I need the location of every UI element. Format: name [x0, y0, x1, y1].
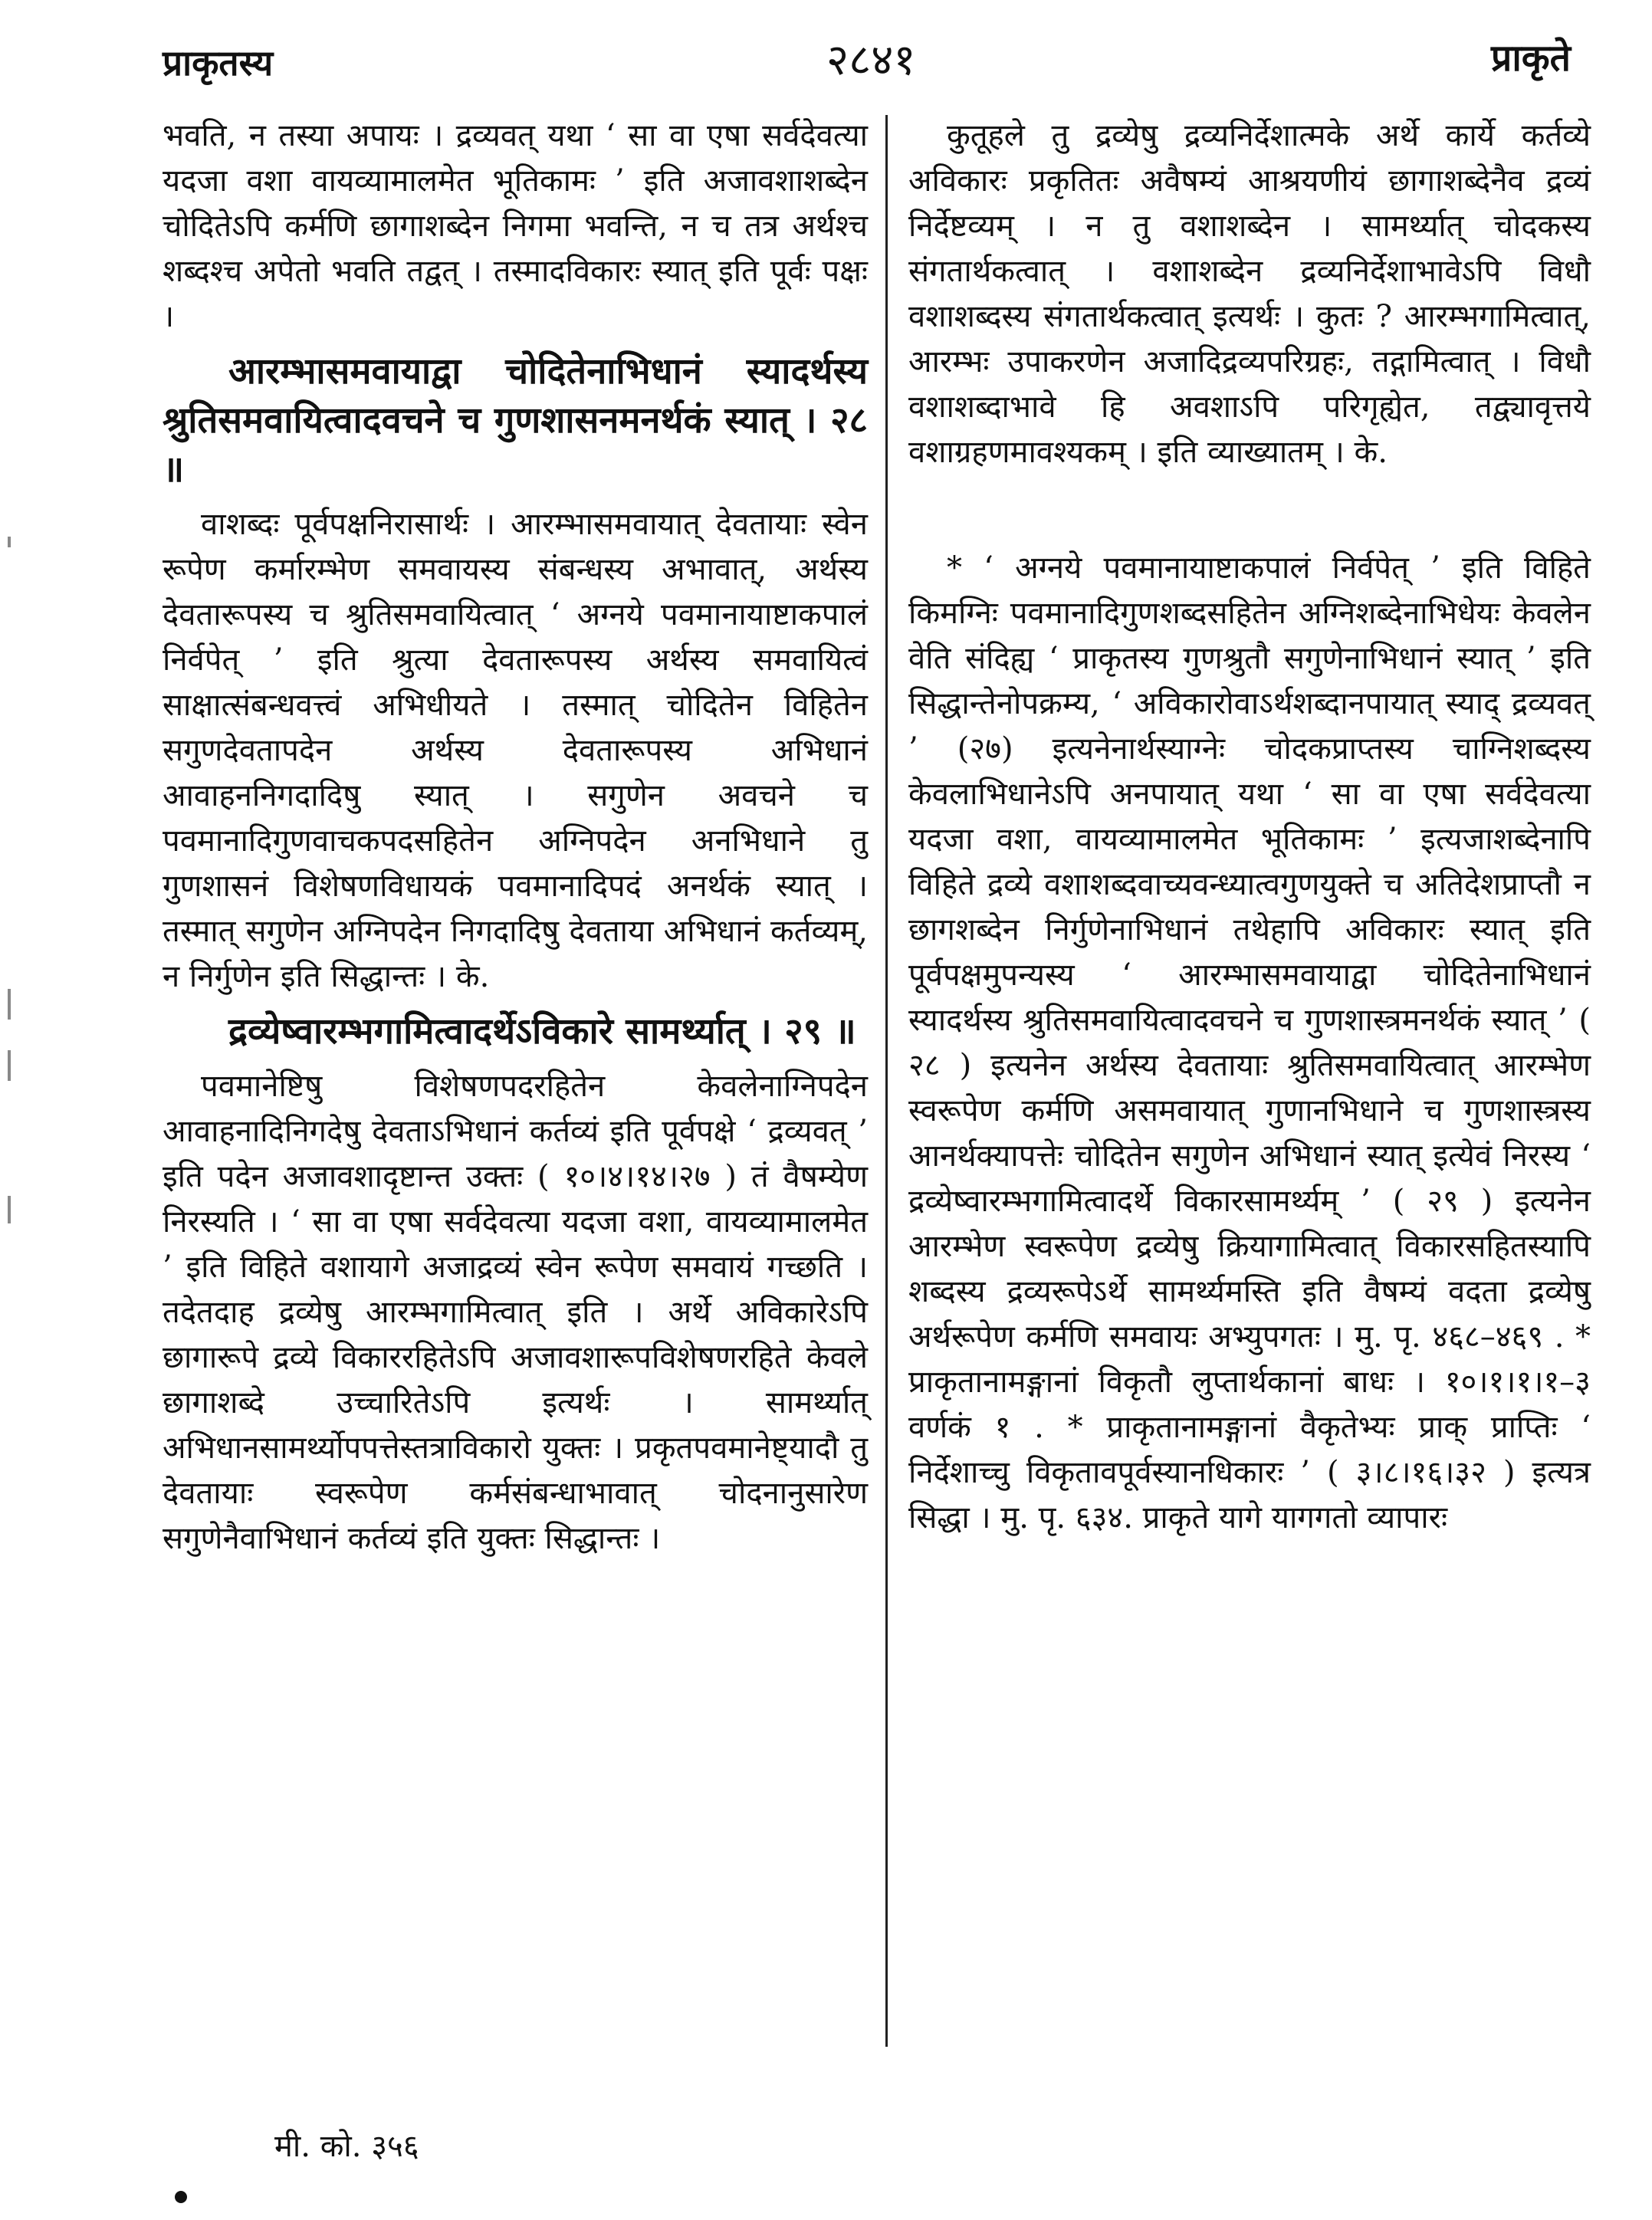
- bullet-mark: [175, 2191, 187, 2203]
- page-number: २८४१: [826, 35, 916, 85]
- running-head-right: प्राकृते: [1491, 37, 1571, 80]
- margin-mark: [8, 537, 11, 547]
- right-paragraph-2: * ‘ अग्नये पवमानायाष्टाकपालं निर्वपेत् ’ इति विहिते किमग्निः पवमानादिगुणशब्दसहितेन अग्निशब्देनाभिधेयः केवलेन वेति संदिह्य ‘ प्राकृतस्य गुणश्रुतौ सगुणेनाभिधानं स्यात् ’ इति सिद्धान्तेनोपक्रम्य, ‘ अविकारोवाऽर्थशब्दानपायात् स्याद् द्रव्यवत् ’ (२७) इत्यनेनार्थस्याग्नेः चोदकप्राप्तस्य चाग्निशब्दस्य केवलाभिधानेऽपि अनपायात् यथा ‘ सा वा एषा सर्वदेवत्या यदजा वशा, वायव्यामालमेत भूतिकामः ’ इत्यजाशब्देनापि विहिते द्रव्ये वशाशब्दवाच्यवन्ध्यात्वगुणयुक्ते च अतिदेशप्राप्तौ न छागशब्देन निर्गुणेनाभिधानं तथेहापि अविकारः स्यात् इति पूर्वपक्षमुपन्यस्य ‘ आरम्भासमवायाद्वा चोदितेनाभिधानं स्यादर्थस्य श्रुतिसमवायित्वादवचने च गुणशास्त्रमनर्थकं स्यात् ’ ( २८ ) इत्यनेन अर्थस्य देवतायाः श्रुतिसमवायित्वात् आरम्भेण स्वरूपेण कर्मणि असमवायात् गुणानभिधाने च गुणशास्त्रस्य आनर्थक्यापत्तेः चोदितेन सगुणेन अभिधानं स्यात् इत्येवं निरस्य ‘ द्रव्येष्वारम्भगामित्वादर्थे विकारसामर्थ्यम् ’ ( २९ ) इत्यनेन आरम्भेण स्वरूपेण द्रव्येषु क्रियागामित्वात् विकारसहितस्यापि शब्दस्य द्रव्यरूपेऽर्थे सामर्थ्यमस्ति इति वैषम्यं वदता द्रव्येषु अर्थरूपेण कर्मणि समवायः अभ्युपगतः । मु. पृ. ४६८–४६९ . * प्राकृतानामङ्गानां विकृतौ लुप्तार्थकानां बाधः । १०।१।१।१–३ वर्णकं १ . * प्राकृतानामङ्गानां वैकृतेभ्यः प्राक् प्राप्तिः ‘ निर्देशाच्चु विकृतावपूर्वस्यानधिकारः ’ ( ३।८।१६।३२ ) इत्यत्र सिद्धा । मु. पृ. ६३४. प्राकृते यागे यागगतो व्यापारः: [908, 550, 1591, 1535]
- footer-reference: मी. को. ३५६: [274, 2129, 419, 2164]
- margin-mark: [8, 1050, 11, 1081]
- margin-mark: [8, 989, 11, 1020]
- left-paragraph-3: पवमानेष्टिषु विशेषणपदरहितेन केवलेनाग्निपदेन आवाहनादिनिगदेषु देवताऽभिधानं कर्तव्यं इति पूर्वपक्षे ‘ द्रव्यवत् ’ इति पदेन अजावशादृष्टान्त उक्तः ( १०।४।१४।२७ ) तं वैषम्येण निरस्यति । ‘ सा वा एषा सर्वदेवत्या यदजा वशा, वायव्यामालमेत ’ इति विहिते वशायागे अजाद्रव्यं स्वेन रूपेण समवायं गच्छति । तदेतदाह द्रव्येषु आरम्भगामित्वात् इति । अर्थे अविकारेऽपि छागारूपे द्रव्ये विकाररहितेऽपि अजावशारूपविशेषणरहिते केवले छागाशब्दे उच्चारितेऽपि इत्यर्थः । सामर्थ्यात् अभिधानसामर्थ्योपपत्तेस्तत्राविकारो युक्तः । प्रकृतपवमानेष्ट्यादौ तु देवतायाः स्वरूपेण कर्मसंबन्धाभावात् चोदनानुसारेण सगुणेनैवाभिधानं कर्तव्यं इति युक्तः सिद्धान्तः ।: [163, 1069, 868, 1556]
- sutra-29: द्रव्येष्वारम्भगामित्वादर्थेऽविकारे सामर्थ्यात् । २९ ॥: [228, 1010, 856, 1053]
- running-head-left: प्राकृतस्य: [163, 42, 274, 84]
- page-header: [0, 28, 1652, 89]
- column-divider: [885, 115, 888, 2047]
- sutra-28: आरम्भासमवायाद्वा चोदितेनाभिधानं स्यादर्थस्य श्रुतिसमवायित्वादवचने च गुणशासनमनर्थकं स्यात् । २८ ॥: [163, 350, 868, 491]
- left-paragraph-1: भवति, न तस्या अपायः । द्रव्यवत् यथा ‘ सा वा एषा सर्वदेवत्या यदजा वशा वायव्यामालमेत भूतिकामः ’ इति अजावशाशब्देन चोदितेऽपि कर्मणि छागाशब्देन निगमा भवन्ति, न च तत्र अर्थश्च शब्दश्च अपेतो भवति तद्वत् । तस्मादविकारः स्यात् इति पूर्वः पक्षः ।: [163, 118, 868, 334]
- margin-mark: [8, 1196, 11, 1223]
- right-paragraph-1: कुतूहले तु द्रव्येषु द्रव्यनिर्देशात्मके अर्थे कार्ये कर्तव्ये अविकारः प्रकृतितः अवैषम्यं आश्रयणीयं छागाशब्देनैव द्रव्यं निर्देष्टव्यम् । न तु वशाशब्देन । सामर्थ्यात् चोदकस्य संगतार्थकत्वात् । वशाशब्देन द्रव्यनिर्देशाभावेऽपि विधौ वशाशब्दस्य संगतार्थकत्वात् इत्यर्थः । कुतः ? आरम्भगामित्वात्, आरम्भः उपाकरणेन अजादिद्रव्यपरिग्रहः, तद्गामित्वात् । विधौ वशाशब्दाभावे हि अवशाऽपि परिगृह्येत, तद्व्यावृत्तये वशाग्रहणमावश्यकम् । इति व्याख्यातम् । के.: [908, 118, 1591, 470]
- left-column: [163, 113, 868, 1569]
- paragraph-gap: [908, 483, 1591, 546]
- left-paragraph-2: वाशब्दः पूर्वपक्षनिरासार्थः । आरम्भासमवायात् देवतायाः स्वेन रूपेण कर्मारम्भेण समवायस्य संबन्धस्य अभावात्, अर्थस्य देवतारूपस्य च श्रुतिसमवायित्वात् ‘ अग्नये पवमानायाष्टाकपालं निर्वपेत् ’ इति श्रुत्या देवतारूपस्य अर्थस्य समवायित्वं साक्षात्संबन्धवत्त्वं अभिधीयते । तस्मात् चोदितेन विहितेन सगुणदेवतापदेन अर्थस्य देवतारूपस्य अभिधानं आवाहननिगदादिषु स्यात् । सगुणेन अवचने च पवमानादिगुणवाचकपदसहितेन अग्निपदेन अनभिधाने तु गुणशासनं विशेषणविधायकं पवमानादिपदं अनर्थकं स्यात् । तस्मात् सगुणेन अग्निपदेन निगदादिषु देवताया अभिधानं कर्तव्यम्, न निर्गुणेन इति सिद्धान्तः । के.: [163, 507, 868, 994]
- right-column: [908, 113, 1591, 1548]
